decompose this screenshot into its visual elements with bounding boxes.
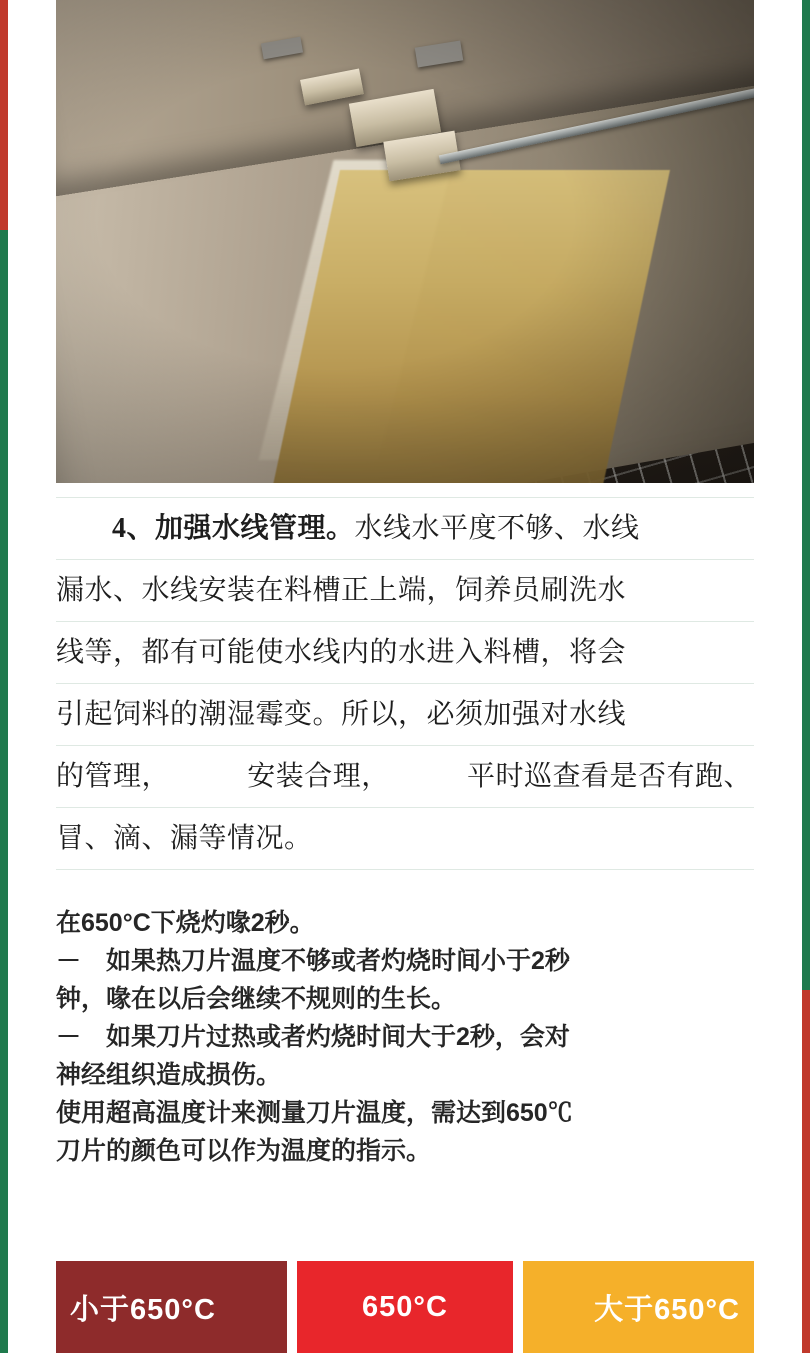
article-line-5-seg-3: 平时巡查看是否有跑、 [466, 761, 752, 792]
right-accent-segment-green [802, 0, 810, 990]
chip-below-650-label: 小于650°C [70, 1293, 216, 1326]
chip-at-650-label: 650°C [362, 1290, 448, 1323]
note-line-5: 神经组织造成损伤。 [56, 1061, 282, 1089]
left-accent-segment-red [0, 0, 8, 230]
chip-at-650 [297, 1261, 514, 1353]
chip-below-650 [56, 1261, 287, 1353]
temperature-chip-row [56, 1261, 754, 1353]
note-line-6: 使用超高温度计来测量刀片温度，需达到650℃ [56, 1099, 573, 1127]
note-line-3: 钟，喙在以后会继续不规则的生长。 [56, 985, 457, 1013]
article-line-6 [56, 808, 754, 870]
poultry-house-photo [56, 0, 754, 483]
chip-above-650 [523, 1261, 754, 1353]
article-line-5-seg-1: 的管理， [56, 761, 171, 792]
note-line-7: 刀片的颜色可以作为温度的指示。 [56, 1137, 432, 1165]
chip-above-650-label: 大于650°C [594, 1293, 741, 1326]
left-accent-bar [0, 0, 8, 1353]
article-line-5 [56, 746, 754, 808]
article-line-6-text: 冒、滴、漏等情况。 [56, 823, 313, 854]
right-accent-bar [802, 0, 810, 1353]
article-line-1 [56, 497, 754, 560]
photo-vignette [56, 0, 754, 483]
note-line-1: 在650°C下烧灼喙2秒。 [56, 909, 315, 937]
article-line-3 [56, 622, 754, 684]
beak-trimming-note [56, 880, 754, 1180]
article-paragraph [56, 483, 754, 880]
article-line-3-text: 线等，都有可能使水线内的水进入料槽，将会 [56, 637, 627, 668]
left-accent-segment-green [0, 230, 8, 1353]
article-line-4-text: 引起饲料的潮湿霉变。所以，必须加强对水线 [56, 699, 627, 730]
article-line-2-text: 漏水、水线安装在料槽正上端，饲养员刷洗水 [56, 575, 627, 606]
article-line-2 [56, 560, 754, 622]
article-line-4 [56, 684, 754, 746]
article-line-5-seg-2: 安装合理， [247, 761, 390, 792]
article-line-1-text: 水线水平度不够、水线 [354, 513, 640, 544]
right-accent-segment-red [802, 990, 810, 1353]
note-line-4: － 如果刀片过热或者灼烧时间大于2秒，会对 [56, 1023, 570, 1051]
content-column [56, 0, 754, 1353]
article-heading: 4、加强水线管理。 [112, 513, 355, 544]
note-line-2: － 如果热刀片温度不够或者灼烧时间小于2秒 [56, 947, 570, 975]
